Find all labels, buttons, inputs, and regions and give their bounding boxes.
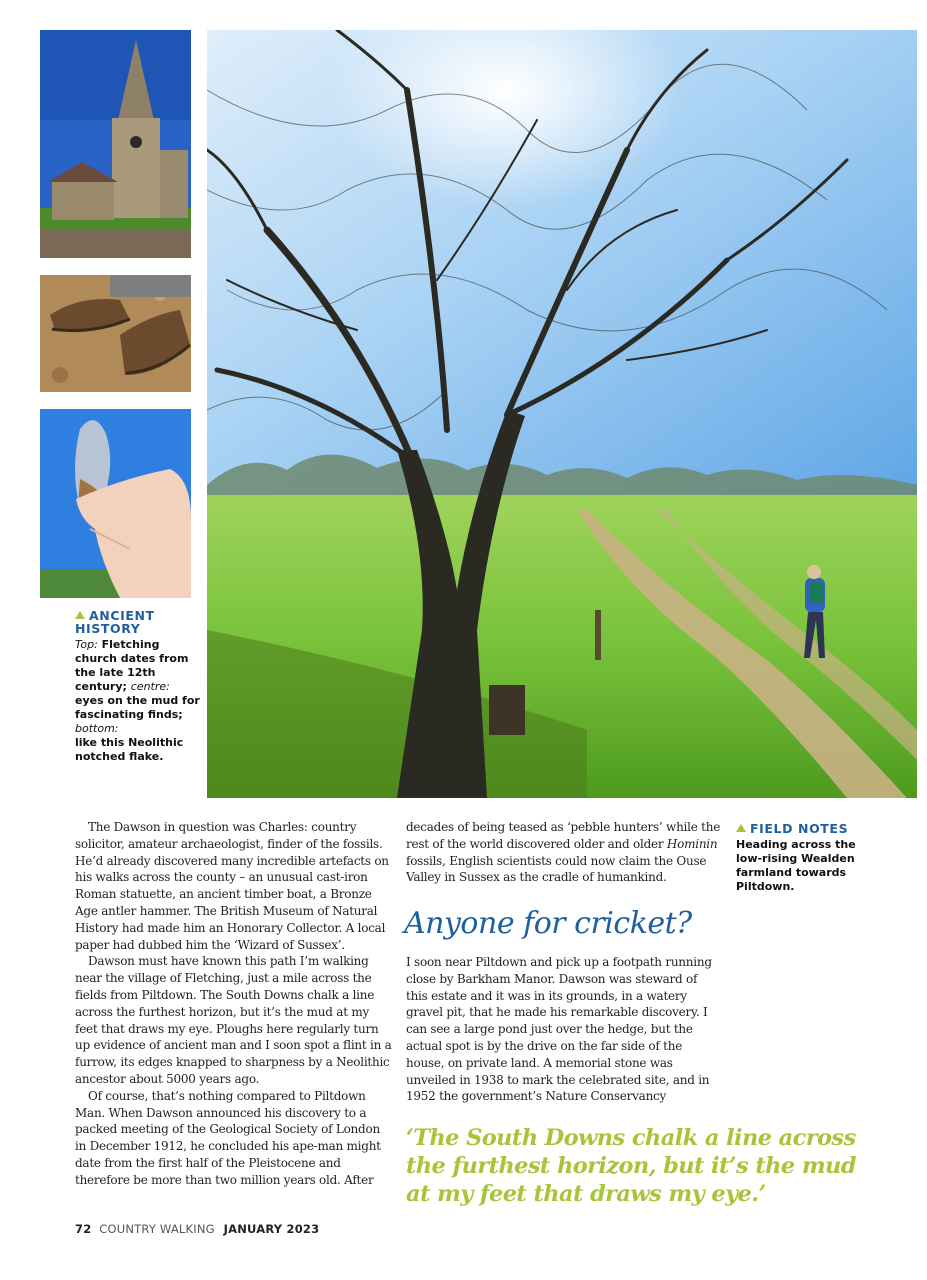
- body-paragraph: Of course, that’s nothing compared to Piltdown Man. When Dawson announced his discovery to a packed meeting of the Geological Society of London in December 1912, he concluded his ape-man might date from the first half of the Pleistocene and therefore be more than two million years old. After: [75, 1088, 381, 1187]
- body-paragraph: [406, 819, 722, 886]
- flint-flake-photo: [40, 409, 191, 598]
- caption-text-top: Fletching church dates from the late 12th century;: [75, 638, 189, 693]
- caption-text-centre: eyes on the mud for fascinating finds;: [75, 694, 200, 721]
- body-column-2: [406, 819, 722, 886]
- church-photo: [40, 30, 191, 258]
- page-footer: [75, 1222, 319, 1236]
- page-number: 72: [75, 1222, 92, 1236]
- body-column-1: [75, 819, 393, 1189]
- caption-label-centre: centre:: [130, 680, 170, 693]
- caption-heading: [75, 609, 200, 635]
- body-paragraph: I soon near Piltdown and pick up a footpath running close by Barkham Manor. Dawson was steward of this estate and it was in its grounds, in a watery gravel pit, that he made his remarkable discovery. I can see a large pond just over the hedge, but the actual spot is by the drive on the far side of the house, on private land. A memorial stone was unveiled in 1938 to mark the celebrated site, and in 1952 the government’s Nature Conservancy: [406, 955, 712, 1104]
- body-text: fossils, English scientists could now claim the Ouse Valley in Sussex as the cradle of humankind.: [406, 853, 707, 885]
- caption-label-bottom: bottom:: [75, 722, 119, 735]
- caption-heading-text: FIELD NOTES: [750, 821, 849, 836]
- triangle-bullet-icon: [736, 824, 746, 832]
- section-subheading: Anyone for cricket?: [404, 906, 692, 941]
- pull-quote: ‘The South Downs chalk a line across the furthest horizon, but it’s the mud at my feet that draws my eye.’: [406, 1125, 856, 1207]
- body-paragraph: The Dawson in question was Charles: country solicitor, amateur archaeologist, finder of the fossils. He’d already discovered many incredible artefacts on his walks across the county – an unusual cast-iron Roman statuette, an ancient timber boat, a Bronze Age antler hammer. The British Museum of Natural History had made him an Honorary Collector. A local paper had dubbed him the ‘Wizard of Sussex’.: [75, 820, 389, 952]
- boots-on-mud-photo: [40, 275, 191, 392]
- caption-body: [75, 638, 200, 764]
- magazine-name: COUNTRY WALKING: [99, 1222, 215, 1236]
- issue-date: JANUARY 2023: [223, 1222, 320, 1236]
- body-paragraph: Dawson must have known this path I’m walking near the village of Fletching, just a mile across the fields from Piltdown. The South Downs chalk a line across the furthest horizon, but it’s the mud at my feet that draws my eye. Ploughs here regularly turn up evidence of ancient man and I soon spot a flint in a furrow, its edges knapped to sharpness by a Neolithic ancestor about 5000 years ago.: [75, 954, 392, 1086]
- caption-label-top: Top:: [75, 638, 98, 651]
- caption-heading-text: ANCIENT HISTORY: [75, 608, 155, 636]
- body-column-2-continued: [406, 954, 722, 1105]
- side-photo-caption: [75, 609, 200, 764]
- field-notes-caption: [736, 822, 856, 894]
- caption-body: Heading across the low-rising Wealden farmland towards Piltdown.: [736, 838, 856, 893]
- triangle-bullet-icon: [75, 611, 85, 619]
- caption-heading: [736, 822, 856, 835]
- hero-photo-field-walker: [207, 30, 917, 798]
- body-text-italic: Hominin: [666, 836, 718, 851]
- body-text: decades of being teased as ‘pebble hunters’ while the rest of the world discovered older and older: [406, 820, 721, 851]
- caption-text-bottom: like this Neolithic notched flake.: [75, 736, 184, 763]
